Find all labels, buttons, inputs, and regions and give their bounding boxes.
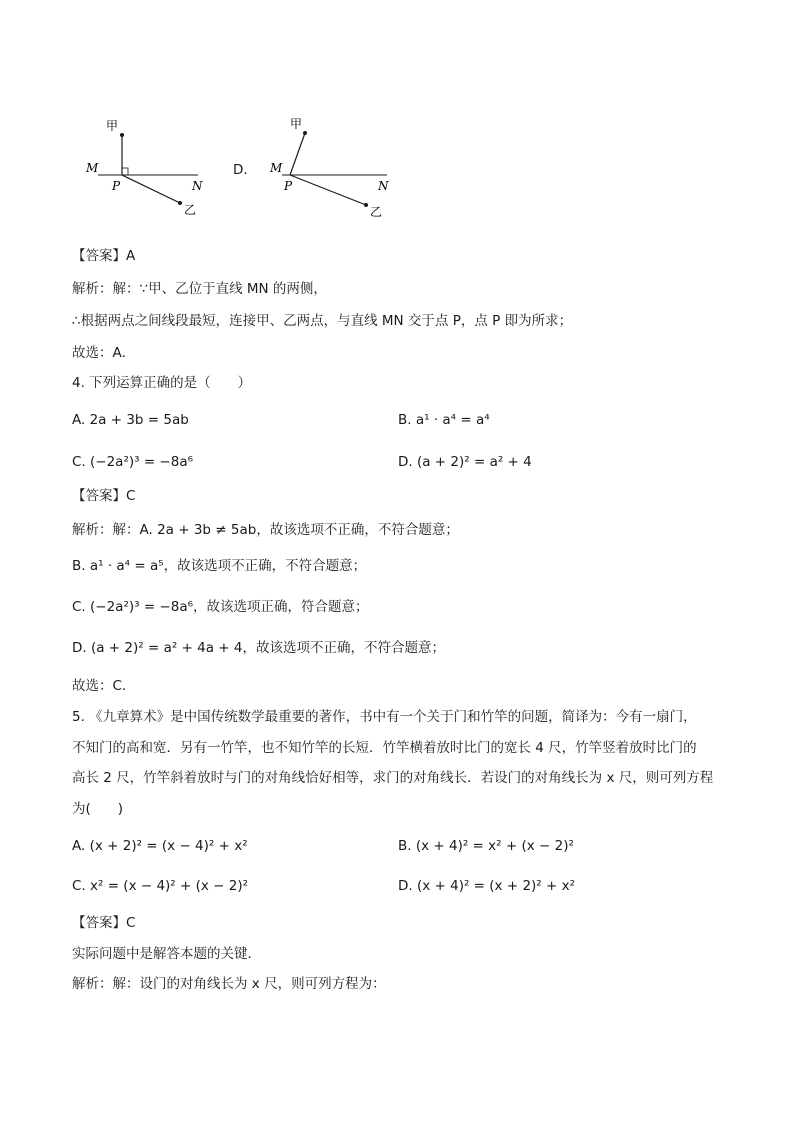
label-m: M [270, 161, 283, 175]
q5-stem-1: 5. 《九章算术》是中国传统数学最重要的著作，书中有一个关于门和竹竿的问题，简译为：今有一扇门， [72, 709, 697, 725]
label-n: N [378, 179, 389, 193]
q5-note: 实际问题中是解答本题的关键． [72, 946, 261, 962]
q4-answer: 【答案】C [72, 488, 136, 504]
option-d-label: D. [233, 162, 248, 178]
q5-solution-1: 解析：解：设门的对角线长为 x 尺，则可列方程为： [72, 976, 386, 992]
q4-option-b: B. a¹ · a⁴ = a⁴ [398, 412, 490, 428]
q4-stem: 4. 下列运算正确的是（ ） [72, 375, 252, 391]
label-m: M [86, 161, 99, 175]
q5-stem-4: 为( ) [72, 801, 124, 817]
q5-answer: 【答案】C [72, 915, 136, 931]
q3-answer: 【答案】A [72, 248, 136, 264]
label-n: N [192, 179, 203, 193]
q3-conclusion: 故选：A． [72, 345, 136, 361]
label-yi: 乙 [184, 203, 197, 217]
label-p: P [112, 179, 121, 193]
q5-stem-2: 不知门的高和宽．另有一竹竿，也不知竹竿的长短．竹竿横着放时比门的宽长 4 尺，竹竿竖着放时比门的 [72, 740, 697, 756]
q4-solution-3: C. (−2a²)³ = −8a⁶，故该选项正确，符合题意； [72, 599, 369, 615]
label-p: P [284, 179, 293, 193]
option-c-figure [80, 110, 210, 225]
q4-solution-4: D. (a + 2)² = a² + 4a + 4，故该选项不正确，不符合题意； [72, 640, 445, 656]
q4-solution-2: B. a¹ · a⁴ = a⁵，故该选项不正确，不符合题意； [72, 558, 367, 574]
label-jia: 甲 [290, 117, 303, 131]
q4-option-d: D. (a + 2)² = a² + 4 [398, 454, 532, 470]
q4-solution-1: 解析：解：A. 2a + 3b ≠ 5ab，故该选项不正确，不符合题意； [72, 522, 459, 538]
q5-option-c: C. x² = (x − 4)² + (x − 2)² [72, 878, 249, 894]
q4-conclusion: 故选：C． [72, 678, 136, 694]
q4-option-c: C. (−2a²)³ = −8a⁶ [72, 454, 194, 470]
q3-solution-2: ∴根据两点之间线段最短，连接甲、乙两点，与直线 MN 交于点 P，点 P 即为所求； [72, 313, 573, 329]
option-d-figure [262, 110, 402, 225]
q3-solution-1: 解析：解：∵甲、乙位于直线 MN 的两侧， [72, 281, 327, 297]
label-yi: 乙 [370, 205, 383, 219]
q5-stem-3: 高长 2 尺，竹竿斜着放时与门的对角线恰好相等，求门的对角线长．若设门的对角线长为 x 尺，则可列方程 [72, 770, 714, 786]
q5-option-a: A. (x + 2)² = (x − 4)² + x² [72, 838, 248, 854]
q5-option-d: D. (x + 4)² = (x + 2)² + x² [398, 878, 576, 894]
q4-option-a: A. 2a + 3b = 5ab [72, 412, 189, 428]
label-jia: 甲 [106, 119, 119, 133]
q5-option-b: B. (x + 4)² = x² + (x − 2)² [398, 838, 574, 854]
